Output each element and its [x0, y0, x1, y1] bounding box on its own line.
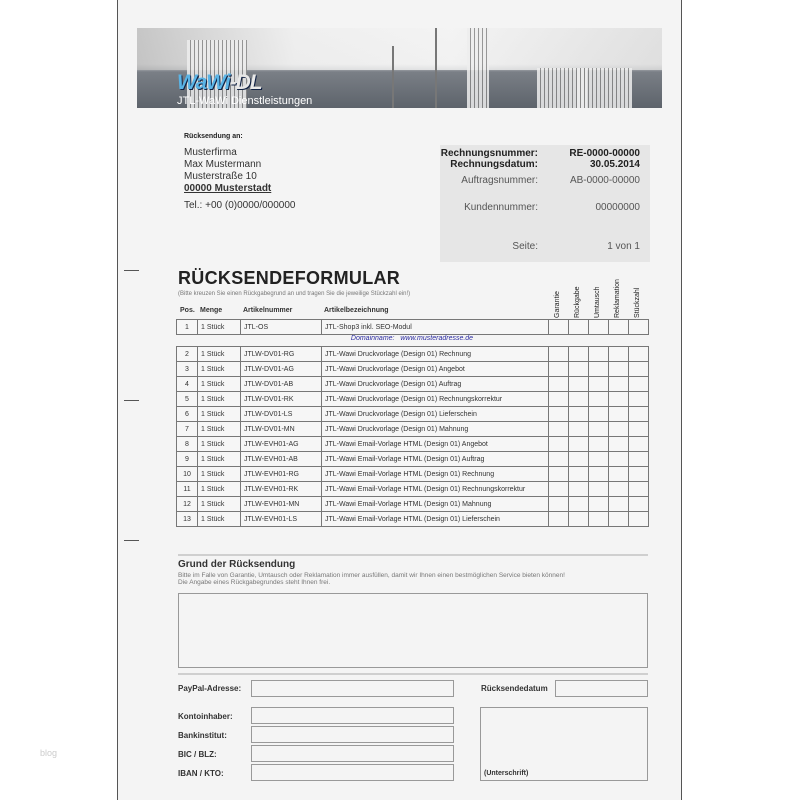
table-row	[177, 320, 649, 335]
checkbox-cell-umtausch[interactable]	[589, 362, 609, 377]
checkbox-cell-garantie[interactable]	[549, 422, 569, 437]
quantity-cell: 1 Stück	[198, 512, 241, 527]
checkbox-cell-umtausch[interactable]	[589, 482, 609, 497]
iban-label: IBAN / KTO:	[178, 769, 224, 778]
quantity-cell: 1 Stück	[198, 467, 241, 482]
divider	[178, 673, 648, 675]
checkbox-cell-stueckzahl[interactable]	[629, 482, 649, 497]
checkbox-cell-stueckzahl[interactable]	[629, 497, 649, 512]
article-number-cell: JTL-OS	[241, 320, 322, 335]
signature-label: (Unterschrift)	[484, 770, 529, 777]
checkbox-cell-rueckgabe[interactable]	[569, 437, 589, 452]
invoice-info-box	[440, 145, 650, 262]
checkbox-cell-umtausch[interactable]	[589, 392, 609, 407]
col-umtausch: Umtausch	[594, 286, 601, 318]
pos-cell: 4	[177, 377, 198, 392]
company: Musterfirma	[184, 147, 237, 158]
pos-cell: 3	[177, 362, 198, 377]
description-cell: JTL-Wawi Email-Vorlage HTML (Design 01) Rechnungskorrektur	[322, 482, 549, 497]
checkbox-cell-stueckzahl[interactable]	[629, 407, 649, 422]
quantity-cell: 1 Stück	[198, 347, 241, 362]
checkbox-cell-stueckzahl[interactable]	[629, 512, 649, 527]
checkbox-cell-umtausch[interactable]	[589, 347, 609, 362]
tagline: JTL-WaWi Dienstleistungen	[177, 95, 313, 107]
checkbox-cell-stueckzahl[interactable]	[629, 392, 649, 407]
checkbox-cell-umtausch[interactable]	[589, 377, 609, 392]
info-row: Rechnungsnummer: RE-0000-00000	[440, 148, 640, 159]
items-table	[176, 346, 649, 527]
return-date-input[interactable]	[555, 680, 648, 697]
checkbox-cell-rueckgabe[interactable]	[569, 347, 589, 362]
quantity-cell: 1 Stück	[198, 320, 241, 335]
checkbox-cell-rueckgabe[interactable]	[569, 497, 589, 512]
col-artikelbezeichnung: Artikelbezeichnung	[324, 307, 389, 314]
col-reklamation: Reklamation	[614, 279, 621, 318]
checkbox-cell-reklamation[interactable]	[609, 482, 629, 497]
checkbox-cell-reklamation[interactable]	[609, 362, 629, 377]
checkbox-cell-reklamation[interactable]	[609, 512, 629, 527]
checkbox-cell-reklamation[interactable]	[609, 392, 629, 407]
checkbox-cell-rueckgabe[interactable]	[569, 512, 589, 527]
article-number-cell: JTLW-EVH01-LS	[241, 512, 322, 527]
col-garantie: Garantie	[554, 291, 561, 318]
checkbox-cell-reklamation[interactable]	[609, 347, 629, 362]
checkbox-cell-reklamation[interactable]	[609, 422, 629, 437]
checkbox-cell-rueckgabe[interactable]	[569, 362, 589, 377]
checkbox-cell-reklamation[interactable]	[609, 320, 629, 335]
checkbox-cell-garantie[interactable]	[549, 362, 569, 377]
checkbox-cell-rueckgabe[interactable]	[569, 320, 589, 335]
quantity-cell: 1 Stück	[198, 452, 241, 467]
phone: Tel.: +00 (0)0000/000000	[184, 200, 296, 211]
pos-cell: 12	[177, 497, 198, 512]
quantity-cell: 1 Stück	[198, 482, 241, 497]
col-menge: Menge	[200, 307, 223, 314]
checkbox-cell-rueckgabe[interactable]	[569, 482, 589, 497]
fold-mark	[124, 540, 139, 541]
bank-label: Bankinstitut:	[178, 731, 227, 740]
quantity-cell: 1 Stück	[198, 377, 241, 392]
description-cell: JTL-Shop3 inkl. SEO-Modul	[322, 320, 549, 335]
description-cell: JTL-Wawi Druckvorlage (Design 01) Mahnung	[322, 422, 549, 437]
checkbox-cell-reklamation[interactable]	[609, 407, 629, 422]
article-number-cell: JTLW-DV01-AG	[241, 362, 322, 377]
pos-cell: 1	[177, 320, 198, 335]
pos-cell: 2	[177, 347, 198, 362]
quantity-cell: 1 Stück	[198, 437, 241, 452]
article-number-cell: JTLW-DV01-RG	[241, 347, 322, 362]
reason-hint: Bitte im Falle von Garantie, Umtausch oder Reklamation immer ausfüllen, damit wir Ihnen einen bestmöglichen Service bieten können! Die Angabe eines Rückgabegrundes steht Ihnen frei.	[178, 572, 565, 586]
table-row	[177, 437, 649, 452]
quantity-cell: 1 Stück	[198, 392, 241, 407]
pos-cell: 11	[177, 482, 198, 497]
paypal-input[interactable]	[251, 680, 454, 697]
checkbox-cell-garantie[interactable]	[549, 407, 569, 422]
form-hint: (Bitte kreuzen Sie einen Rückgabegrund an und tragen Sie die jeweilige Stückzahl ein!)	[178, 291, 411, 297]
table-row	[177, 392, 649, 407]
checkbox-cell-garantie[interactable]	[549, 437, 569, 452]
description-cell: JTL-Wawi Druckvorlage (Design 01) Rechnung	[322, 347, 549, 362]
checkbox-cell-reklamation[interactable]	[609, 377, 629, 392]
fold-mark	[124, 400, 139, 401]
bic-label: BIC / BLZ:	[178, 750, 217, 759]
description-cell: JTL-Wawi Druckvorlage (Design 01) Angebot	[322, 362, 549, 377]
fold-mark	[124, 270, 139, 271]
quantity-cell: 1 Stück	[198, 362, 241, 377]
account-owner-input[interactable]	[251, 707, 454, 724]
checkbox-cell-umtausch[interactable]	[589, 452, 609, 467]
checkbox-cell-rueckgabe[interactable]	[569, 392, 589, 407]
checkbox-cell-garantie[interactable]	[549, 377, 569, 392]
description-cell: JTL-Wawi Email-Vorlage HTML (Design 01) Rechnung	[322, 467, 549, 482]
checkbox-cell-umtausch[interactable]	[589, 407, 609, 422]
checkbox-cell-stueckzahl[interactable]	[629, 320, 649, 335]
account-owner-label: Kontoinhaber:	[178, 712, 233, 721]
checkbox-cell-umtausch[interactable]	[589, 467, 609, 482]
col-artikelnummer: Artikelnummer	[243, 307, 293, 314]
table-row	[177, 482, 649, 497]
checkbox-cell-stueckzahl[interactable]	[629, 362, 649, 377]
pos-cell: 8	[177, 437, 198, 452]
bank-input[interactable]	[251, 726, 454, 743]
checkbox-cell-garantie[interactable]	[549, 320, 569, 335]
table-row	[177, 497, 649, 512]
table-row	[177, 377, 649, 392]
domain-line: Domainname: www.musteradresse.de	[350, 335, 474, 342]
pos-cell: 13	[177, 512, 198, 527]
logo: WaWi-DL	[177, 71, 262, 94]
checkbox-cell-rueckgabe[interactable]	[569, 407, 589, 422]
info-row: Kundennummer: 00000000	[464, 202, 640, 213]
description-cell: JTL-Wawi Druckvorlage (Design 01) Lieferschein	[322, 407, 549, 422]
checkbox-cell-reklamation[interactable]	[609, 452, 629, 467]
form-title: RÜCKSENDEFORMULAR	[178, 268, 401, 288]
pos-cell: 6	[177, 407, 198, 422]
table-row	[177, 467, 649, 482]
checkbox-cell-rueckgabe[interactable]	[569, 422, 589, 437]
article-number-cell: JTLW-EVH01-RK	[241, 482, 322, 497]
table-row	[177, 452, 649, 467]
checkbox-cell-garantie[interactable]	[549, 392, 569, 407]
checkbox-cell-rueckgabe[interactable]	[569, 467, 589, 482]
description-cell: JTL-Wawi Email-Vorlage HTML (Design 01) Lieferschein	[322, 512, 549, 527]
checkbox-cell-rueckgabe[interactable]	[569, 377, 589, 392]
table-row	[177, 362, 649, 377]
signature-box[interactable]	[480, 707, 648, 781]
table-row	[177, 347, 649, 362]
reason-textarea[interactable]	[178, 593, 648, 668]
info-row: Rechnungsdatum: 30.05.2014	[450, 159, 640, 170]
city: 00000 Musterstadt	[184, 183, 272, 194]
col-rueckgabe: Rückgabe	[574, 286, 581, 318]
checkbox-cell-umtausch[interactable]	[589, 320, 609, 335]
checkbox-cell-stueckzahl[interactable]	[629, 377, 649, 392]
pos-cell: 5	[177, 392, 198, 407]
table-row	[177, 422, 649, 437]
checkbox-cell-umtausch[interactable]	[589, 512, 609, 527]
checkbox-cell-stueckzahl[interactable]	[629, 467, 649, 482]
table-row	[177, 407, 649, 422]
quantity-cell: 1 Stück	[198, 422, 241, 437]
checkbox-cell-garantie[interactable]	[549, 467, 569, 482]
pos-cell: 10	[177, 467, 198, 482]
bic-input[interactable]	[251, 745, 454, 762]
article-number-cell: JTLW-EVH01-AG	[241, 437, 322, 452]
checkbox-cell-stueckzahl[interactable]	[629, 437, 649, 452]
pos-cell: 7	[177, 422, 198, 437]
article-number-cell: JTLW-EVH01-MN	[241, 497, 322, 512]
contact-name: Max Mustermann	[184, 159, 262, 170]
checkbox-cell-garantie[interactable]	[549, 482, 569, 497]
info-row: Auftragsnummer: AB-0000-00000	[461, 175, 640, 186]
iban-input[interactable]	[251, 764, 454, 781]
article-number-cell: JTLW-DV01-LS	[241, 407, 322, 422]
items-table-first	[176, 319, 649, 335]
checkbox-cell-umtausch[interactable]	[589, 437, 609, 452]
street: Musterstraße 10	[184, 171, 257, 182]
article-number-cell: JTLW-EVH01-RG	[241, 467, 322, 482]
article-number-cell: JTLW-DV01-AB	[241, 377, 322, 392]
article-number-cell: JTLW-EVH01-AB	[241, 452, 322, 467]
checkbox-cell-garantie[interactable]	[549, 347, 569, 362]
checkbox-cell-rueckgabe[interactable]	[569, 452, 589, 467]
article-number-cell: JTLW-DV01-MN	[241, 422, 322, 437]
paypal-label: PayPal-Adresse:	[178, 684, 242, 693]
checkbox-cell-garantie[interactable]	[549, 452, 569, 467]
return-date-label: Rücksendedatum	[481, 684, 548, 693]
checkbox-cell-umtausch[interactable]	[589, 497, 609, 512]
quantity-cell: 1 Stück	[198, 407, 241, 422]
checkbox-cell-reklamation[interactable]	[609, 437, 629, 452]
description-cell: JTL-Wawi Email-Vorlage HTML (Design 01) Auftrag	[322, 452, 549, 467]
header-banner	[137, 28, 662, 108]
checkbox-cell-stueckzahl[interactable]	[629, 452, 649, 467]
checkbox-cell-garantie[interactable]	[549, 512, 569, 527]
recipient-address	[184, 147, 295, 212]
checkbox-cell-reklamation[interactable]	[609, 497, 629, 512]
reason-title: Grund der Rücksendung	[178, 559, 296, 570]
checkbox-cell-garantie[interactable]	[549, 497, 569, 512]
col-stueckzahl: Stückzahl	[634, 287, 641, 318]
article-number-cell: JTLW-DV01-RK	[241, 392, 322, 407]
quantity-cell: 1 Stück	[198, 497, 241, 512]
checkbox-cell-reklamation[interactable]	[609, 467, 629, 482]
divider	[178, 554, 648, 556]
info-row: Seite: 1 von 1	[512, 241, 640, 252]
checkbox-cell-stueckzahl[interactable]	[629, 422, 649, 437]
watermark: blog	[40, 748, 58, 758]
description-cell: JTL-Wawi Email-Vorlage HTML (Design 01) Mahnung	[322, 497, 549, 512]
description-cell: JTL-Wawi Druckvorlage (Design 01) Auftrag	[322, 377, 549, 392]
recipient-label: Rücksendung an:	[184, 133, 243, 140]
col-pos: Pos.	[180, 307, 195, 314]
checkbox-cell-stueckzahl[interactable]	[629, 347, 649, 362]
description-cell: JTL-Wawi Druckvorlage (Design 01) Rechnungskorrektur	[322, 392, 549, 407]
pos-cell: 9	[177, 452, 198, 467]
checkbox-cell-umtausch[interactable]	[589, 422, 609, 437]
table-row	[177, 512, 649, 527]
description-cell: JTL-Wawi Email-Vorlage HTML (Design 01) Angebot	[322, 437, 549, 452]
